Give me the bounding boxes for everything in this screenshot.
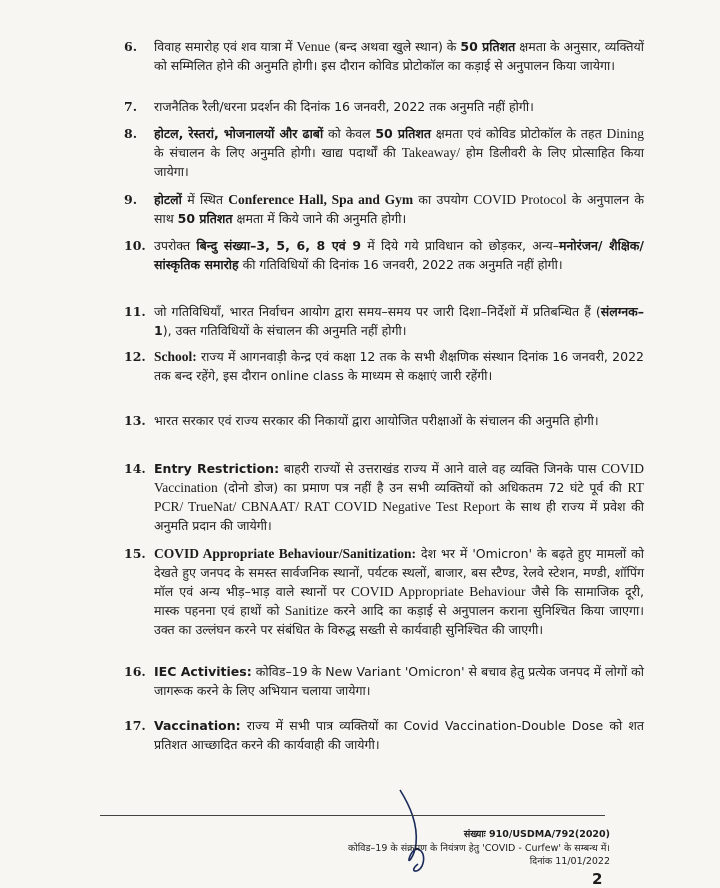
clause-text: जो गतिविधियाँ, भारत निर्वाचन आयोग द्वारा समय–समय पर जारी दिशा–निर्देशों में प्रतिबन्धित हैं (संलग्नक–1), उक्त गतिविधियों के संचालन की अनुमति नहीं होगी। (154, 304, 644, 338)
clause-text: विवाह समारोह एवं शव यात्रा में Venue (बन्द अथवा खुले स्थान) के 50 प्रतिशत क्षमता के अनुसार, व्यक्तियों को सम्मिलित होने की अनुमति होगी। इस दौरान कोविड प्रोटोकॉल का कड़ाई से अनुपालन किया जायेगा। (154, 39, 644, 73)
clause-number: 10. (124, 238, 146, 253)
page-number: 2 (592, 870, 603, 888)
clause-text: IEC Activities: कोविड–19 के New Variant 'Omicron' से बचाव हेतु प्रत्येक जनपद में लोगों को जागरूक करने के लिए अभियान चलाया जायेगा। (154, 664, 644, 698)
clause-number: 7. (124, 99, 138, 114)
footer-divider (100, 815, 605, 816)
clause-11 (124, 302, 644, 340)
clause-number: 17. (124, 718, 146, 733)
clause-text: उपरोक्त बिन्दु संख्या–3, 5, 6, 8 एवं 9 में दिये गये प्राविधान को छोड़कर, अन्य–मनोरंजन/ शैक्षिक/सांस्कृतिक समारोह की गतिविधियों की दिनांक 16 जनवरी, 2022 तक अनुमति नहीं होगी। (154, 238, 644, 272)
clause-text: होटलों में स्थित Conference Hall, Spa and Gym का उपयोग COVID Protocol के अनुपालन के साथ 50 प्रतिशत क्षमता में किये जाने की अनुमति होगी। (154, 192, 644, 226)
clause-number: 15. (124, 546, 146, 561)
clause-16 (124, 662, 644, 700)
clause-8 (124, 124, 644, 181)
clause-text: भारत सरकार एवं राज्य सरकार की निकायों द्वारा आयोजित परीक्षाओं के संचालन की अनुमति होगी। (154, 413, 599, 428)
clause-number: 12. (124, 349, 146, 364)
clause-number: 9. (124, 192, 138, 207)
clause-13 (124, 411, 644, 430)
clause-number: 14. (124, 461, 146, 476)
clause-6 (124, 37, 644, 75)
clause-text: School: राज्य में आगनवाड़ी केन्द्र एवं कक्षा 12 तक के सभी शैक्षणिक संस्थान दिनांक 16 जनवरी, 2022 तक बन्द रहेंगे, इस दौरान online class के माध्यम से कक्षाएं जारी रहेंगी। (154, 349, 644, 383)
clause-text: Vaccination: राज्य में सभी पात्र व्यक्तियों का Covid Vaccination-Double Dose को शत प्रतिशत आच्छादित करने की कार्यवाही की जायेगी। (154, 718, 644, 752)
clause-number: 11. (124, 304, 146, 319)
clause-15 (124, 544, 644, 639)
clause-text: राजनैतिक रैली/धरना प्रदर्शन की दिनांक 16 जनवरी, 2022 तक अनुमति नहीं होगी। (154, 99, 534, 114)
clause-12 (124, 347, 644, 385)
signature-mark (388, 786, 444, 878)
clause-17 (124, 716, 644, 754)
clause-text: होटल, रेस्तरां, भोजनालयों और ढाबों को केवल 50 प्रतिशत क्षमता एवं कोविड प्रोटोकॉल के तहत Dining के संचालन के लिए अनुमति होगी। खाद्य पदार्थों की Takeaway/ होम डिलीवरी के लिए प्रोत्साहित किया जायेगा। (154, 126, 644, 179)
clause-7 (124, 97, 644, 116)
footer-reference: संख्याः 910/USDMA/792(2020) (463, 829, 610, 840)
clause-number: 6. (124, 39, 138, 54)
clause-number: 13. (124, 413, 146, 428)
clause-text: Entry Restriction: बाहरी राज्यों से उत्तराखंड राज्य में आने वाले वह व्यक्ति जिनके पास COVID Vaccination (दोनो डोज) का प्रमाण पत्र नहीं है उन सभी व्यक्तियों को अधिकतम 72 घंटे पूर्व की RT PCR/ TrueNat/ CBNAAT/ RAT COVID Negative Test Report के साथ ही राज्य में प्रवेश की अनुमति प्रदान की जायेगी। (154, 461, 644, 533)
clause-9 (124, 190, 644, 228)
footer-subject: कोविड–19 के संक्रमण के नियंत्रण हेतु 'COVID - Curfew' के सम्बन्ध में। (347, 843, 610, 854)
clause-number: 16. (124, 664, 146, 679)
clause-10 (124, 236, 644, 274)
clause-text: COVID Appropriate Behaviour/Sanitization: देश भर में 'Omicron' के बढ़ते हुए मामलों को देखते हुए जनपद के समस्त सार्वजनिक स्थानों, पर्यटक स्थलों, बाजार, बस स्टैण्ड, रेलवे स्टेशन, मण्डी, शॉपिंग मॉल एवं अन्य भीड़–भाड़ वाले स्थानों पर COVID Appropriate Behaviour जैसे कि सामाजिक दूरी, मास्क पहनना एवं हाथों को Sanitize करने आदि का कड़ाई से अनुपालन कराना सुनिश्चित किया जाएगा। उक्त का उल्लंघन करने पर संबंधित के विरुद्ध सख्ती से कार्यवाही सुनिश्चित की जाएगी। (154, 546, 644, 637)
clause-14 (124, 459, 644, 535)
footer-date: दिनांक 11/01/2022 (529, 856, 610, 867)
clause-number: 8. (124, 126, 138, 141)
